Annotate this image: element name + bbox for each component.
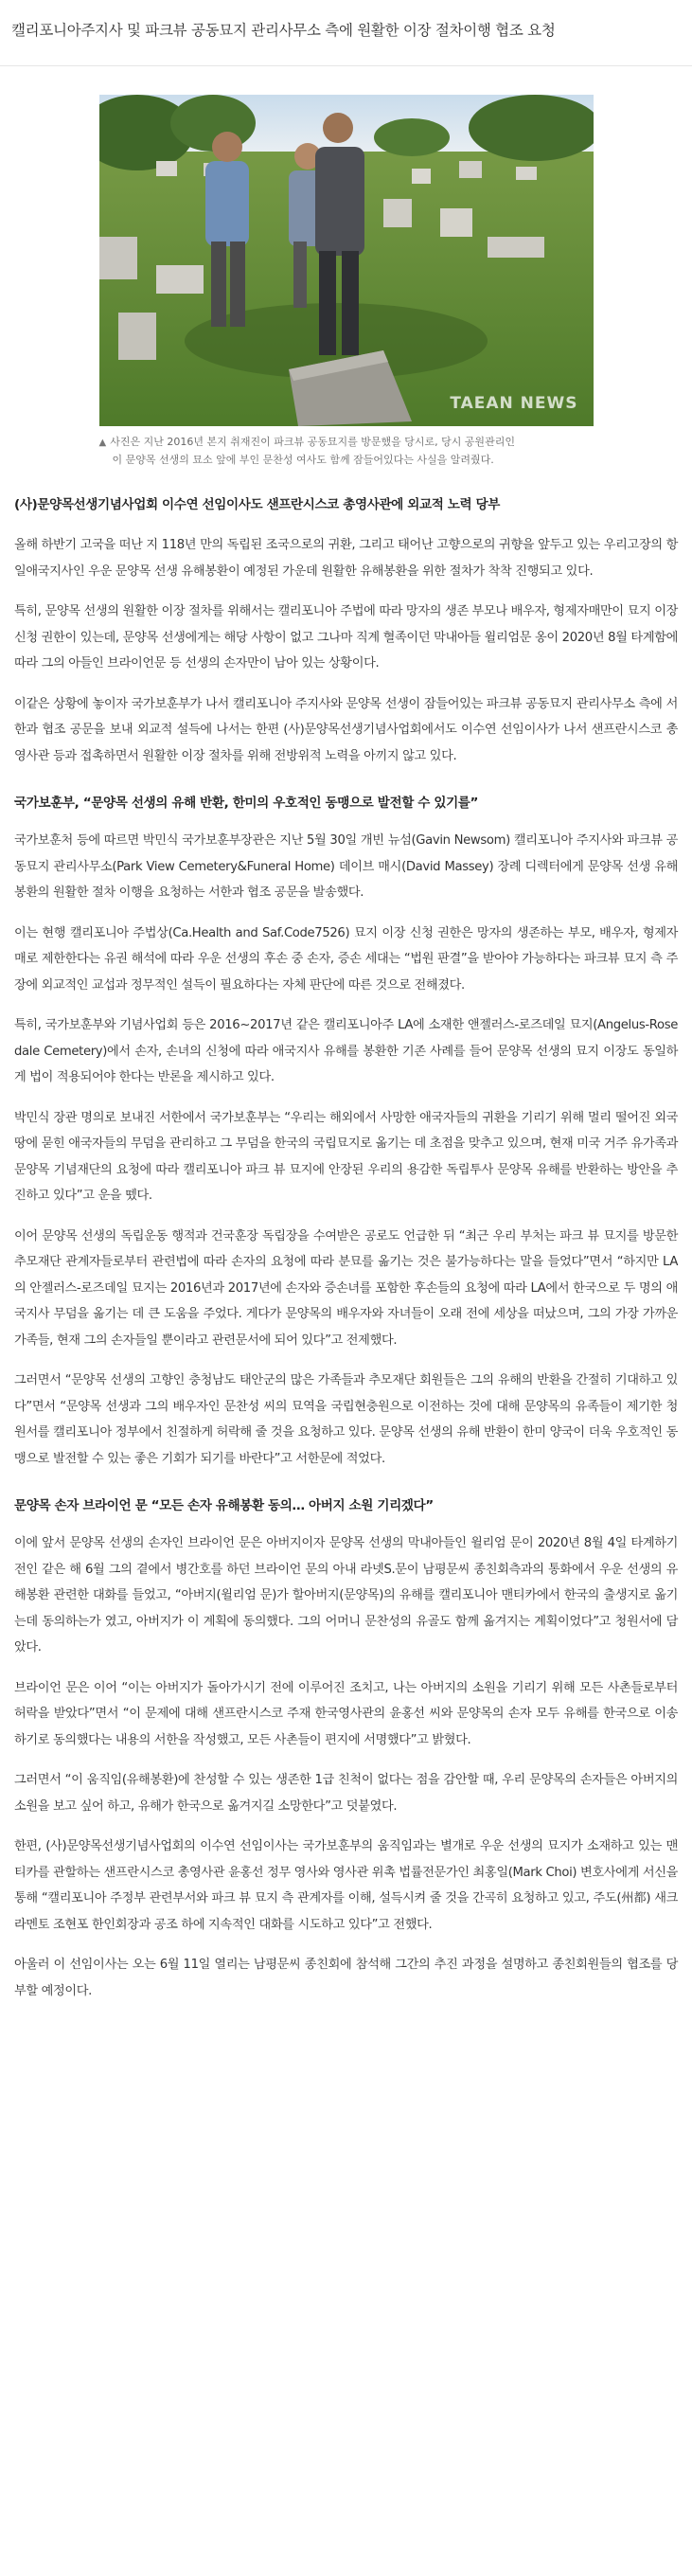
paragraph: 특히, 문양목 선생의 원활한 이장 절차를 위해서는 캘리포니아 주법에 따라 망자의 생존 부모나 배우자, 형제자매만이 묘지 이장 신청 권한이 있는데, 문양목 선생에게는 해당 사항이 없고 그나마 직계 혈족이던 막내아들 윌리엄문 옹이 2020년 8월 타계함에 따라 그의 아들인 브라이언문 등 선생의 손자만이 남아 있는 상황이다. (14, 604, 678, 671)
paragraph: 이는 현행 캘리포니아 주법상(Ca.Health and Saf.Code7526) 묘지 이장 신청 권한은 망자의 생존하는 부모, 배우자, 형제자매로 제한한다는 유권 해석에 따라 우운 선생의 후손 중 손자, 증손 세대는 “법원 판결”을 받아야 가능하다는 파크뷰 묘지 측 주장에 외교적인 교섭과 정무적인 설득이 필요하다는 자체 판단에 따른 것으로 전해졌다. (14, 925, 678, 993)
section-heading-1: 국가보훈부, “문양목 선생의 유해 반환, 한미의 우호적인 동맹으로 발전할 수 있기를” (14, 796, 479, 811)
paragraph: 한편, (사)문양목선생기념사업회의 이수연 선임이사는 국가보훈부의 움직임과는 별개로 우운 선생의 묘지가 소재하고 있는 맨티카를 관할하는 샌프란시스코 총영사관 윤홍선 정무 영사와 영사관 위촉 법률전문가인 최홍일(Mark Choi) 변호사에게 서신을 통해 “캘리포니아 주정부 관련부서와 파크 뷰 묘지 측 관계자를 이해, 설득시켜 줄 것을 간곡히 요청하고 있고, 주도(州都) 새크라멘토 조현포 한인회장과 공조 하에 지속적인 대화를 시도하고 있다”고 전했다. (14, 1839, 678, 1932)
page-title: 캘리포니아주지사 및 파크뷰 공동묘지 관리사무소 측에 원활한 이장 절차이행 협조 요청 (11, 22, 556, 39)
paragraph: 특히, 국가보훈부와 기념사업회 등은 2016~2017년 같은 캘리포니아주 LA에 소재한 앤젤러스-로즈데일 묘지(Angelus-Rosedale Cemetery)에서 손자, 손녀의 신청에 따라 애국지사 유해를 봉환한 기존 사례를 들어 문양목 선생의 묘지 이장도 동일하게 법이 적용되어야 한다는 반론을 제시하고 있다. (14, 1018, 678, 1084)
caption-triangle-icon: ▲ (98, 438, 107, 448)
caption-line-1: 사진은 지난 2016년 본지 취재진이 파크뷰 공동묘지를 방문했을 당시로, 당시 공원관리인 (110, 436, 515, 448)
paragraph: 올해 하반기 고국을 떠난 지 118년 만의 독립된 조국으로의 귀환, 그리고 태어난 고향으로의 귀향을 앞두고 있는 우리고장의 항일애국지사인 우운 문양목 선생 유해봉환이 예정된 가운데 원활한 유해봉환을 위한 절차가 착착 진행되고 있다. (14, 538, 678, 579)
paragraph: 브라이언 문은 이어 “이는 아버지가 돌아가시기 전에 이루어진 조치고, 나는 아버지의 소원을 기리기 위해 모든 사촌들로부터 허락을 받았다”면서 “이 문제에 대해 샌프란시스코 주재 한국영사관의 윤홍선 씨와 문양목의 손자 모두 유해를 한국으로 이송하기로 동의했다는 내용의 서한을 작성했고, 모든 사촌들이 편지에 서명했다”고 밝혔다. (14, 1680, 678, 1747)
paragraph: 국가보훈처 등에 따르면 박민식 국가보훈부장관은 지난 5월 30일 개빈 뉴섬(Gavin Newsom) 캘리포니아 주지사와 파크뷰 공동묘지 관리사무소(Park View Cemetery&Funeral Home) 데이브 매시(David Massey) 장례 디렉터에게 문양목 선생 유해봉환의 원활한 절차 이행을 요청하는 서한과 협조 공문을 발송했다. (14, 833, 678, 900)
photo-caption (99, 434, 594, 469)
caption-line-2: 이 문양목 선생의 묘소 앞에 부인 문찬성 여사도 함께 잠들어있다는 사실을 알려줬다. (112, 454, 494, 466)
paragraph: 그러면서 “이 움직임(유해봉환)에 찬성할 수 있는 생존한 1급 친척이 없다는 점을 감안할 때, 우리 문양목의 손자들은 아버지의 소원을 보고 싶어 하고, 유해가 한국으로 옮겨지길 소망한다”고 덧붙였다. (14, 1773, 678, 1814)
cemetery-photo (99, 95, 594, 426)
section-heading-2: 문양목 손자 브라이언 문 “모든 손자 유해봉환 동의… 아버지 소원 기리겠다” (14, 1498, 434, 1513)
title-bar (0, 0, 692, 66)
paragraph: 이에 앞서 문양목 선생의 손자인 브라이언 문은 아버지이자 문양목 선생의 막내아들인 윌리엄 문이 2020년 8월 4일 타계하기 전인 같은 해 6월 그의 곁에서 병간호를 하던 브라이언 문의 아내 라넷S.문이 남평문씨 종친회측과의 통화에서 우운 선생의 유해봉환 관련한 대화를 들었고, “아버지(윌리엄 문)가 할아버지(문양목)의 유해를 캘리포니아 맨티카에서 한국의 출생지로 옮기는데 동의하는가 였고, 아버지가 이 계획에 동의했다. 그의 어머니 문찬성의 유골도 함께 옮겨지는 계획이었다”고 청원서에 담았다. (14, 1536, 678, 1655)
paragraph: 아울러 이 선임이사는 오는 6월 11일 열리는 남평문씨 종친회에 참석해 그간의 추진 과정을 설명하고 종친회원들의 협조를 당부할 예정이다. (14, 1958, 678, 1998)
paragraph: 박민식 장관 명의로 보내진 서한에서 국가보훈부는 “우리는 해외에서 사망한 애국자들의 귀환을 기리기 위해 멀리 떨어진 외국 땅에 묻힌 애국자들의 무덤을 관리하고 그 무덤을 한국의 국립묘지로 옮기는 데 초점을 맞추고 있으며, 현재 미국 거주 유가족과 문양목 기념재단의 요청에 따라 캘리포니아 파크 뷰 묘지에 안장된 우리의 용감한 독립투사 문양목 유해를 반환하는 방안을 추진하고 있다”고 운을 뗐다. (14, 1110, 678, 1203)
sub-heading: (사)문양목선생기념사업회 이수연 선임이사도 샌프란시스코 총영사관에 외교적 노력 당부 (14, 497, 501, 512)
paragraph: 이어 문양목 선생의 독립운동 행적과 건국훈장 독립장을 수여받은 공로도 언급한 뒤 “최근 우리 부처는 파크 뷰 묘지를 방문한 추모재단 관계자들로부터 관련법에 따라 손자의 요청에 따라 분묘를 옮기는 것은 불가능하다는 말을 들었다”면서 “하지만 LA의 안젤러스-로즈데일 묘지는 2016년과 2017년에 손자와 증손녀를 포함한 후손들의 요청에 따라 LA에서 한국으로 두 명의 애국지사 무덤을 옮기는 데 큰 도움을 주었다. 게다가 문양목의 배우자와 자녀들이 오래 전에 세상을 떠났으며, 그의 가장 가까운 가족들, 현재 그의 손자들일 뿐이라고 관련문서에 되어 있다”고 전제했다. (14, 1228, 678, 1348)
article-body (0, 494, 692, 2004)
paragraph: 그러면서 “문양목 선생의 고향인 충청남도 태안군의 많은 가족들과 추모재단 회원들은 그의 유해의 반환을 간절히 기대하고 있다”면서 “문양목 선생과 그의 배우자인 문찬성 씨의 묘역을 국립현충원으로 이전하는 것에 대해 문양목의 유족들이 제기한 청원서를 캘리포니아 정부에서 친절하게 허락해 줄 것을 요청하고 있다. 문양목 선생의 유해 반환이 한미 양국이 더욱 우호적인 동맹으로 발전할 수 있는 좋은 기회가 되기를 바란다”고 서한문에 적었다. (14, 1373, 678, 1466)
paragraph: 이같은 상황에 놓이자 국가보훈부가 나서 캘리포니아 주지사와 문양목 선생이 잠들어있는 파크뷰 공동묘지 관리사무소 측에 서한과 협조 공문을 보내 외교적 설득에 나서는 한편 (사)문양목선생기념사업회에서도 이수연 선임이사가 나서 샌프란시스코 총영사관 등과 접촉하면서 원활한 이장 절차를 위해 전방위적 노력을 아끼지 않고 있다. (14, 696, 678, 763)
article-photo (99, 95, 594, 426)
photo-watermark: TAEAN NEWS (450, 394, 578, 413)
